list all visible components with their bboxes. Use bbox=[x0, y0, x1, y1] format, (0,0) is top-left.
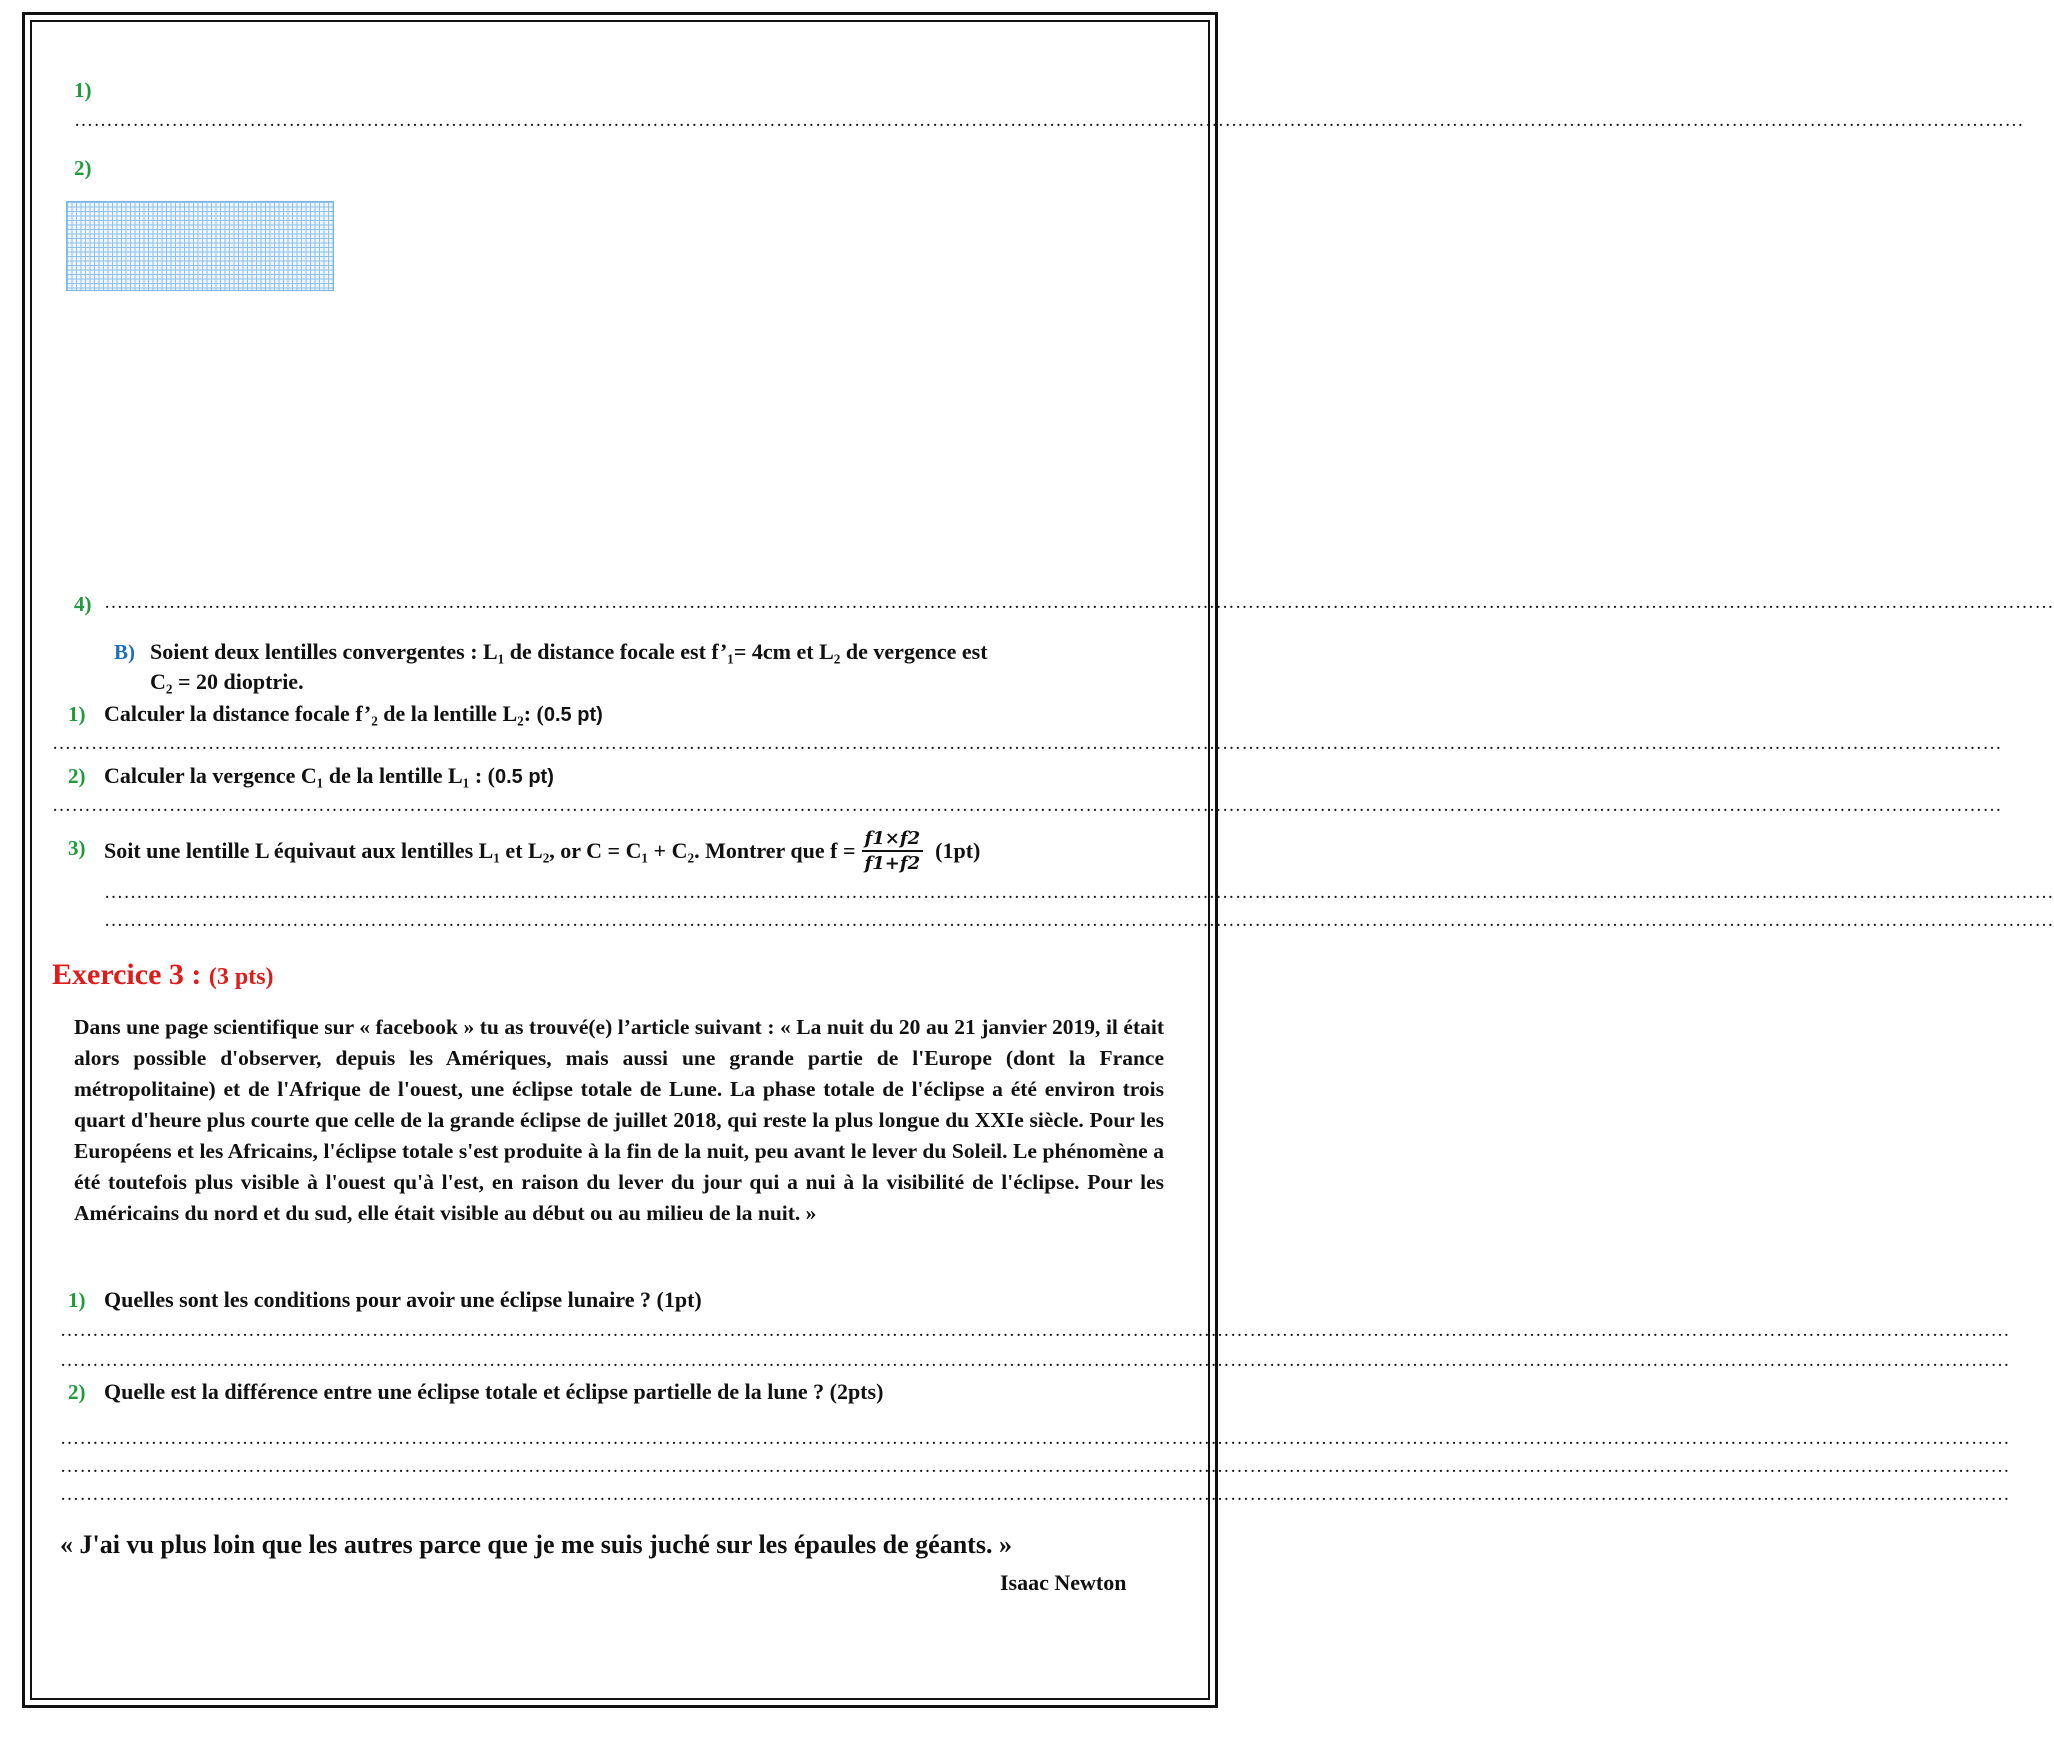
part-b-intro-line-1: Soient deux lentilles convergentes : L₁ de distance focale est f’₁= 4cm et L₂ de vergence est bbox=[150, 639, 988, 664]
answer-line: ………………………………………………………………………………………………………………………………………………………………………………………………………………………………………………………………………… bbox=[74, 110, 2024, 131]
part-b-letter: B) bbox=[114, 640, 135, 664]
part-b-intro-line-2: C₂ = 20 dioptrie. bbox=[150, 669, 304, 694]
answer-line: ………………………………………………………………………………………………………………………………………………………………………………………………………………………………………………………………………… bbox=[104, 592, 2054, 613]
formula-numerator: f1×f2 bbox=[862, 828, 924, 852]
part-b-question-2-number: 2) bbox=[68, 764, 86, 788]
part-a-question-2-number: 2) bbox=[74, 156, 92, 180]
exercise-3-question-1-number: 1) bbox=[68, 1288, 86, 1312]
formula-denominator: f1+f2 bbox=[864, 853, 921, 874]
exercise-3-heading bbox=[52, 958, 274, 992]
answer-line: ………………………………………………………………………………………………………………………………………………………………………………………………………………………………………………………………………… bbox=[52, 733, 2002, 754]
quote-author: Isaac Newton bbox=[1000, 1570, 1127, 1595]
part-b-question-1-points: 0.5 pt) bbox=[543, 704, 603, 726]
part-b-question-3-points: (1pt) bbox=[935, 838, 981, 863]
answer-line: ………………………………………………………………………………………………………………………………………………………………………………………………………………………………………………………………………… bbox=[60, 1428, 2010, 1449]
answer-line: ………………………………………………………………………………………………………………………………………………………………………………………………………………………………………………………………………… bbox=[52, 795, 2002, 816]
answer-line: ………………………………………………………………………………………………………………………………………………………………………………………………………………………………………………………………………… bbox=[104, 910, 2054, 931]
part-b-question-2-label: Calculer la vergence C₁ de la lentille L₁ : ( bbox=[104, 763, 495, 788]
part-a-question-4-number: 4) bbox=[74, 592, 92, 616]
formula-fraction bbox=[862, 828, 924, 874]
exercise-3-title: Exercice 3 : bbox=[52, 958, 202, 991]
exercise-3-question-2-text: Quelle est la différence entre une éclipse totale et éclipse partielle de la lune ? (2pts) bbox=[104, 1379, 884, 1404]
graph-paper-grid bbox=[66, 201, 334, 291]
answer-line: ………………………………………………………………………………………………………………………………………………………………………………………………………………………………………………………………………… bbox=[60, 1350, 2010, 1371]
exercise-3-paragraph: Dans une page scientifique sur « facebook » tu as trouvé(e) l’article suivant : « La nuit du 20 au 21 janvier 2019, il était alors possible d'observer, depuis les Amériques, mais aussi une grande partie de l'Europe (dont la France métropolitaine) et de l'Afrique de l'ouest, une éclipse totale de Lune. La phase totale de l'éclipse a été environ trois quart d'heure plus courte que celle de la grande éclipse de juillet 2018, qui reste la plus longue du XXIe siècle. Pour les Européens et les Africains, l'éclipse totale s'est produite à la fin de la nuit, peu avant le lever du Soleil. Le phénomène a été toutefois plus visible à l'ouest qu'à l'est, en raison du lever du jour qui a nui à la visibilité de l'éclipse. Pour les Américains du nord et du sud, elle était visible au début ou au milieu de la nuit. » bbox=[74, 1015, 1164, 1225]
exercise-3-points: (3 pts) bbox=[208, 964, 274, 990]
answer-line: ………………………………………………………………………………………………………………………………………………………………………………………………………………………………………………………………………… bbox=[104, 882, 2054, 903]
part-b-question-1-number: 1) bbox=[68, 702, 86, 726]
part-b-question-3-number: 3) bbox=[68, 836, 86, 860]
part-b-question-1-label: Calculer la distance focale f’₂ de la lentille L₂: ( bbox=[104, 701, 544, 726]
part-b-question-2-points: 0.5 pt) bbox=[494, 766, 554, 788]
part-a-question-1-number: 1) bbox=[74, 78, 92, 102]
exercise-3-question-2-number: 2) bbox=[68, 1380, 86, 1404]
part-b-question-3-text bbox=[104, 822, 980, 880]
answer-line: ………………………………………………………………………………………………………………………………………………………………………………………………………………………………………………………………………… bbox=[60, 1456, 2010, 1477]
exercise-3-question-1-text: Quelles sont les conditions pour avoir une éclipse lunaire ? (1pt) bbox=[104, 1287, 702, 1312]
part-b-question-2-text bbox=[104, 763, 554, 789]
part-b-question-1-text bbox=[104, 701, 603, 727]
answer-line: ………………………………………………………………………………………………………………………………………………………………………………………………………………………………………………………………………… bbox=[60, 1484, 2010, 1505]
part-b-question-3-label: Soit une lentille L équivaut aux lentilles L₁ et L₂, or C = C₁ + C₂. Montrer que f = bbox=[104, 838, 856, 863]
closing-quote: « J'ai vu plus loin que les autres parce que je me suis juché sur les épaules de géants. » bbox=[60, 1530, 1012, 1559]
answer-line: ………………………………………………………………………………………………………………………………………………………………………………………………………………………………………………………………………… bbox=[60, 1320, 2010, 1341]
